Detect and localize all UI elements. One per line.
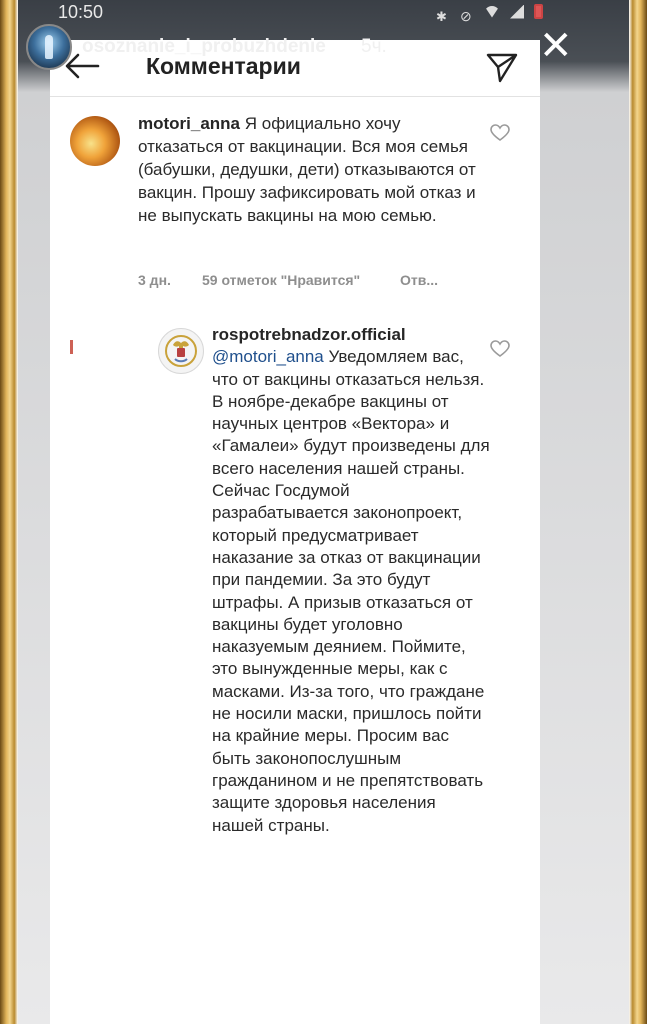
comments-title: Комментарии — [146, 53, 301, 79]
gold-frame-right — [629, 0, 647, 1024]
comment-username[interactable]: motori_anna — [138, 114, 241, 133]
mute-icon — [460, 5, 474, 19]
story-time: 5ч. — [361, 36, 387, 57]
comment-age: 3 дн. — [138, 272, 171, 288]
status-icons — [436, 4, 543, 19]
story-header — [18, 22, 629, 68]
comment-body: Я официально хочу отказаться от вакцинации. Вся моя семья (бабушки, дедушки, дети) отказываются от вакцин. Прошу зафиксировать мой отказ и не выпускать вакцины на мою семью. — [138, 114, 476, 225]
comment-username[interactable]: rospotrebnadzor.official — [212, 325, 406, 344]
heart-icon[interactable] — [490, 340, 510, 358]
gold-frame-left — [0, 0, 18, 1024]
header-divider — [50, 96, 540, 97]
comment-text — [212, 324, 490, 837]
avatar[interactable] — [26, 24, 72, 70]
mention-link[interactable]: @motori_anna — [212, 347, 324, 367]
story-viewer — [18, 0, 629, 1024]
comment-body: Уведомляем вас, что от вакцины отказаться нельзя. В ноябре-декабре вакцины от научных центров «Вектора» и «Гамалеи» будут произведены для всего населения нашей страны. Сейчас Госдумой разрабатывается законопроект, который предусматривает наказание за отказ от вакцинации при пандемии. За это будут штрафы. А призыв отказаться от вакцины будет уголовно наказуемым деянием. Поймите, это вынужденные меры, как с масками. Из-за того, что граждане не носили маски, пришлось пойти на крайние меры. Просим вас быть законопослушным гражданином и не препятствовать защите здоровья населения нашей страны. — [212, 347, 490, 835]
red-mark — [70, 340, 73, 354]
bluetooth-icon — [436, 5, 450, 19]
battery-icon — [534, 4, 543, 19]
comment-meta — [138, 272, 498, 288]
avatar[interactable] — [70, 116, 120, 166]
screenshot-content — [50, 40, 540, 1024]
story-username[interactable]: osoznanie_i_probuzhdenie — [82, 36, 326, 57]
close-icon[interactable]: ✕ — [539, 24, 573, 68]
signal-icon — [510, 5, 524, 19]
comment-likes[interactable]: 59 отметок "Нравится" — [202, 272, 361, 288]
heart-icon[interactable] — [490, 124, 510, 142]
reply-button[interactable]: Отв... — [400, 272, 439, 288]
avatar[interactable] — [158, 328, 204, 374]
status-time: 10:50 — [58, 2, 104, 22]
comment-text — [138, 112, 478, 227]
wifi-icon — [484, 6, 500, 18]
